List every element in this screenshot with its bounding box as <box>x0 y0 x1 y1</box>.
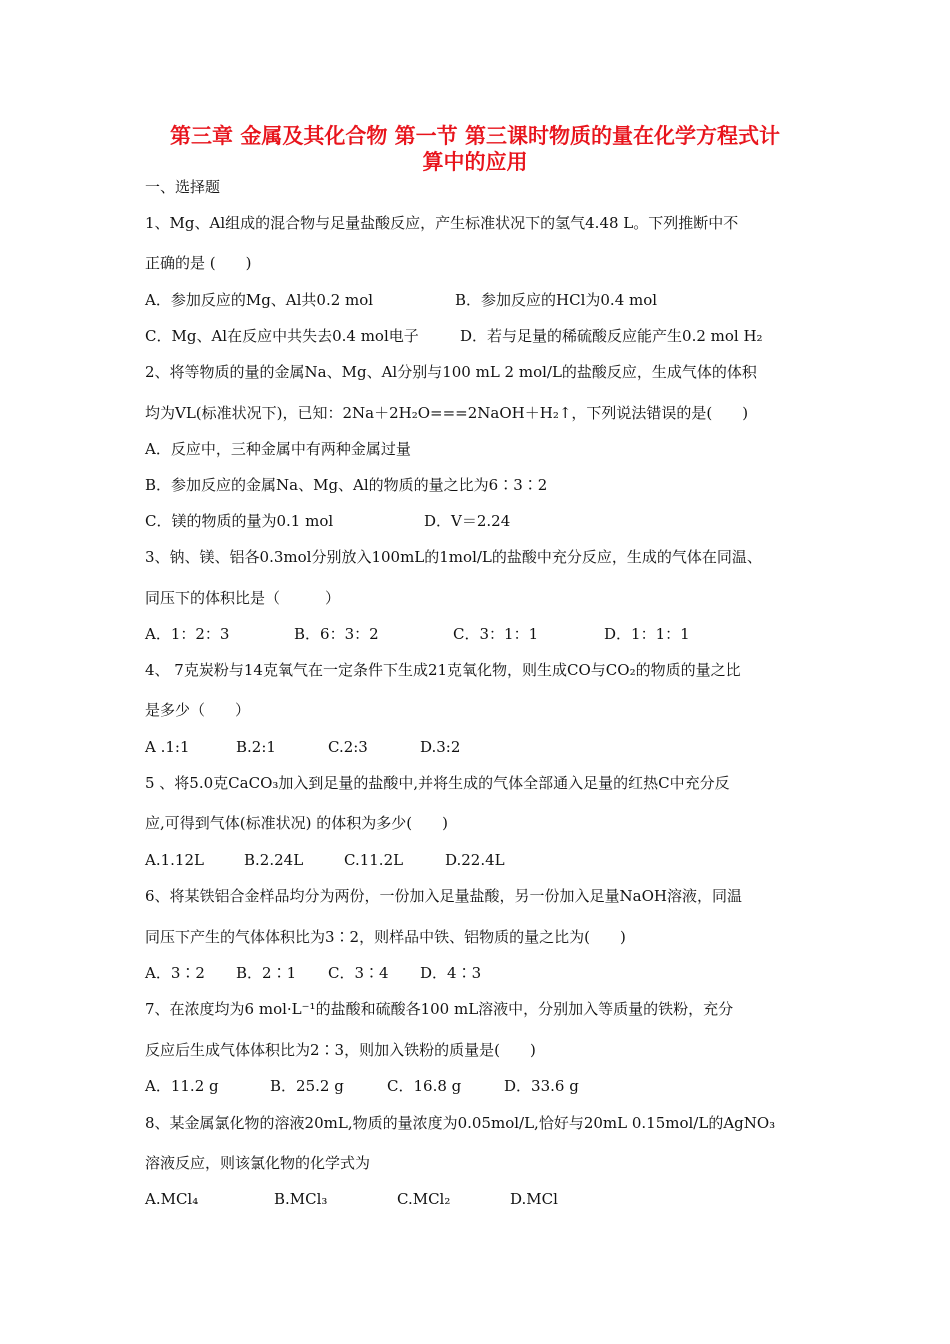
question-4-option-a: A .1:1 <box>145 738 190 756</box>
question-8-text-line-1: 8、某金属氯化物的溶液20mL,物质的量浓度为0.05mol/L,恰好与20mL 0.15mol/L的AgNO₃ <box>145 1114 776 1132</box>
question-8-option-a: A.MCl₄ <box>145 1190 199 1208</box>
question-2-option-a: A．反应中，三种金属中有两种金属过量 <box>145 440 411 458</box>
question-5-text-line-2: 应,可得到气体(标准状况) 的体积为多少( ) <box>145 814 448 832</box>
question-7-option-b: B．25.2 g <box>270 1077 344 1095</box>
question-6-text-line-2: 同压下产生的气体体积比为3∶2，则样品中铁、铝物质的量之比为( ) <box>145 928 626 946</box>
question-1-option-a: A．参加反应的Mg、Al共0.2 mol <box>145 291 374 309</box>
question-1-text-line-1: 1、Mg、Al组成的混合物与足量盐酸反应，产生标准状况下的氢气4.48 L。下列推断中不 <box>145 214 739 232</box>
question-4-text-line-2: 是多少（ ） <box>145 701 251 719</box>
question-7-option-c: C．16.8 g <box>387 1077 462 1095</box>
question-6-text-line-1: 6、将某铁铝合金样品均分为两份，一份加入足量盐酸，另一份加入足量NaOH溶液，同温 <box>145 887 742 905</box>
question-7-text-line-2: 反应后生成气体体积比为2∶3，则加入铁粉的质量是( ) <box>145 1041 536 1059</box>
question-2-text-line-1: 2、将等物质的量的金属Na、Mg、Al分别与100 mL 2 mol/L的盐酸反应，生成气体的体积 <box>145 363 757 381</box>
question-7-option-a: A．11.2 g <box>145 1077 219 1095</box>
question-8-text-line-2: 溶液反应，则该氯化物的化学式为 <box>145 1154 371 1172</box>
question-2-option-b: B．参加反应的金属Na、Mg、Al的物质的量之比为6∶3∶2 <box>145 476 548 494</box>
question-2-text-line-2: 均为VL(标准状况下)，已知：2Na＋2H₂O===2NaOH＋H₂↑，下列说法错误的是( ) <box>145 404 749 422</box>
question-4-option-d: D.3:2 <box>420 738 461 756</box>
document-title-line-2: 算中的应用 <box>422 150 528 174</box>
question-3-option-c: C．3：1：1 <box>453 625 539 643</box>
question-1-option-c: C．Mg、Al在反应中共失去0.4 mol电子 <box>145 327 419 345</box>
question-8-option-d: D.MCl <box>510 1190 558 1208</box>
document-title-line-1: 第三章 金属及其化合物 第一节 第三课时物质的量在化学方程式计 <box>170 124 780 148</box>
question-6-option-a: A．3∶2 <box>145 964 205 982</box>
question-1-option-d: D．若与足量的稀硫酸反应能产生0.2 mol H₂ <box>460 327 763 345</box>
question-6-option-b: B．2∶1 <box>236 964 297 982</box>
question-6-option-c: C．3∶4 <box>328 964 389 982</box>
question-2-option-c: C．镁的物质的量为0.1 mol <box>145 512 334 530</box>
question-5-option-a: A.1.12L <box>145 851 204 869</box>
question-4-option-b: B.2:1 <box>236 738 276 756</box>
question-5-option-d: D.22.4L <box>445 851 505 869</box>
question-5-option-b: B.2.24L <box>244 851 304 869</box>
question-1-option-b: B．参加反应的HCl为0.4 mol <box>455 291 658 309</box>
question-3-text-line-1: 3、钠、镁、铝各0.3mol分别放入100mL的1mol/L的盐酸中充分反应，生成的气体在同温、 <box>145 548 762 566</box>
question-4-text-line-1: 4、 7克炭粉与14克氧气在一定条件下生成21克氧化物，则生成CO与CO₂的物质的量之比 <box>145 661 741 679</box>
question-8-option-c: C.MCl₂ <box>397 1190 451 1208</box>
question-1-text-line-2: 正确的是 ( ) <box>145 254 252 272</box>
question-6-option-d: D．4∶3 <box>420 964 482 982</box>
question-2-option-d: D．V＝2.24 <box>424 512 511 530</box>
question-5-text-line-1: 5 、将5.0克CaCO₃加入到足量的盐酸中,并将生成的气体全部通入足量的红热C中充分反 <box>145 774 730 792</box>
question-7-option-d: D．33.6 g <box>504 1077 579 1095</box>
question-3-text-line-2: 同压下的体积比是（ ） <box>145 589 341 607</box>
question-5-option-c: C.11.2L <box>344 851 404 869</box>
question-3-option-a: A．1：2：3 <box>145 625 230 643</box>
question-3-option-b: B．6：3：2 <box>294 625 379 643</box>
question-3-option-d: D．1：1：1 <box>604 625 690 643</box>
question-8-option-b: B.MCl₃ <box>274 1190 328 1208</box>
section-heading: 一、选择题 <box>145 178 221 196</box>
question-4-option-c: C.2:3 <box>328 738 368 756</box>
question-7-text-line-1: 7、在浓度均为6 mol·L⁻¹的盐酸和硫酸各100 mL溶液中，分别加入等质量的铁粉，充分 <box>145 1000 734 1018</box>
